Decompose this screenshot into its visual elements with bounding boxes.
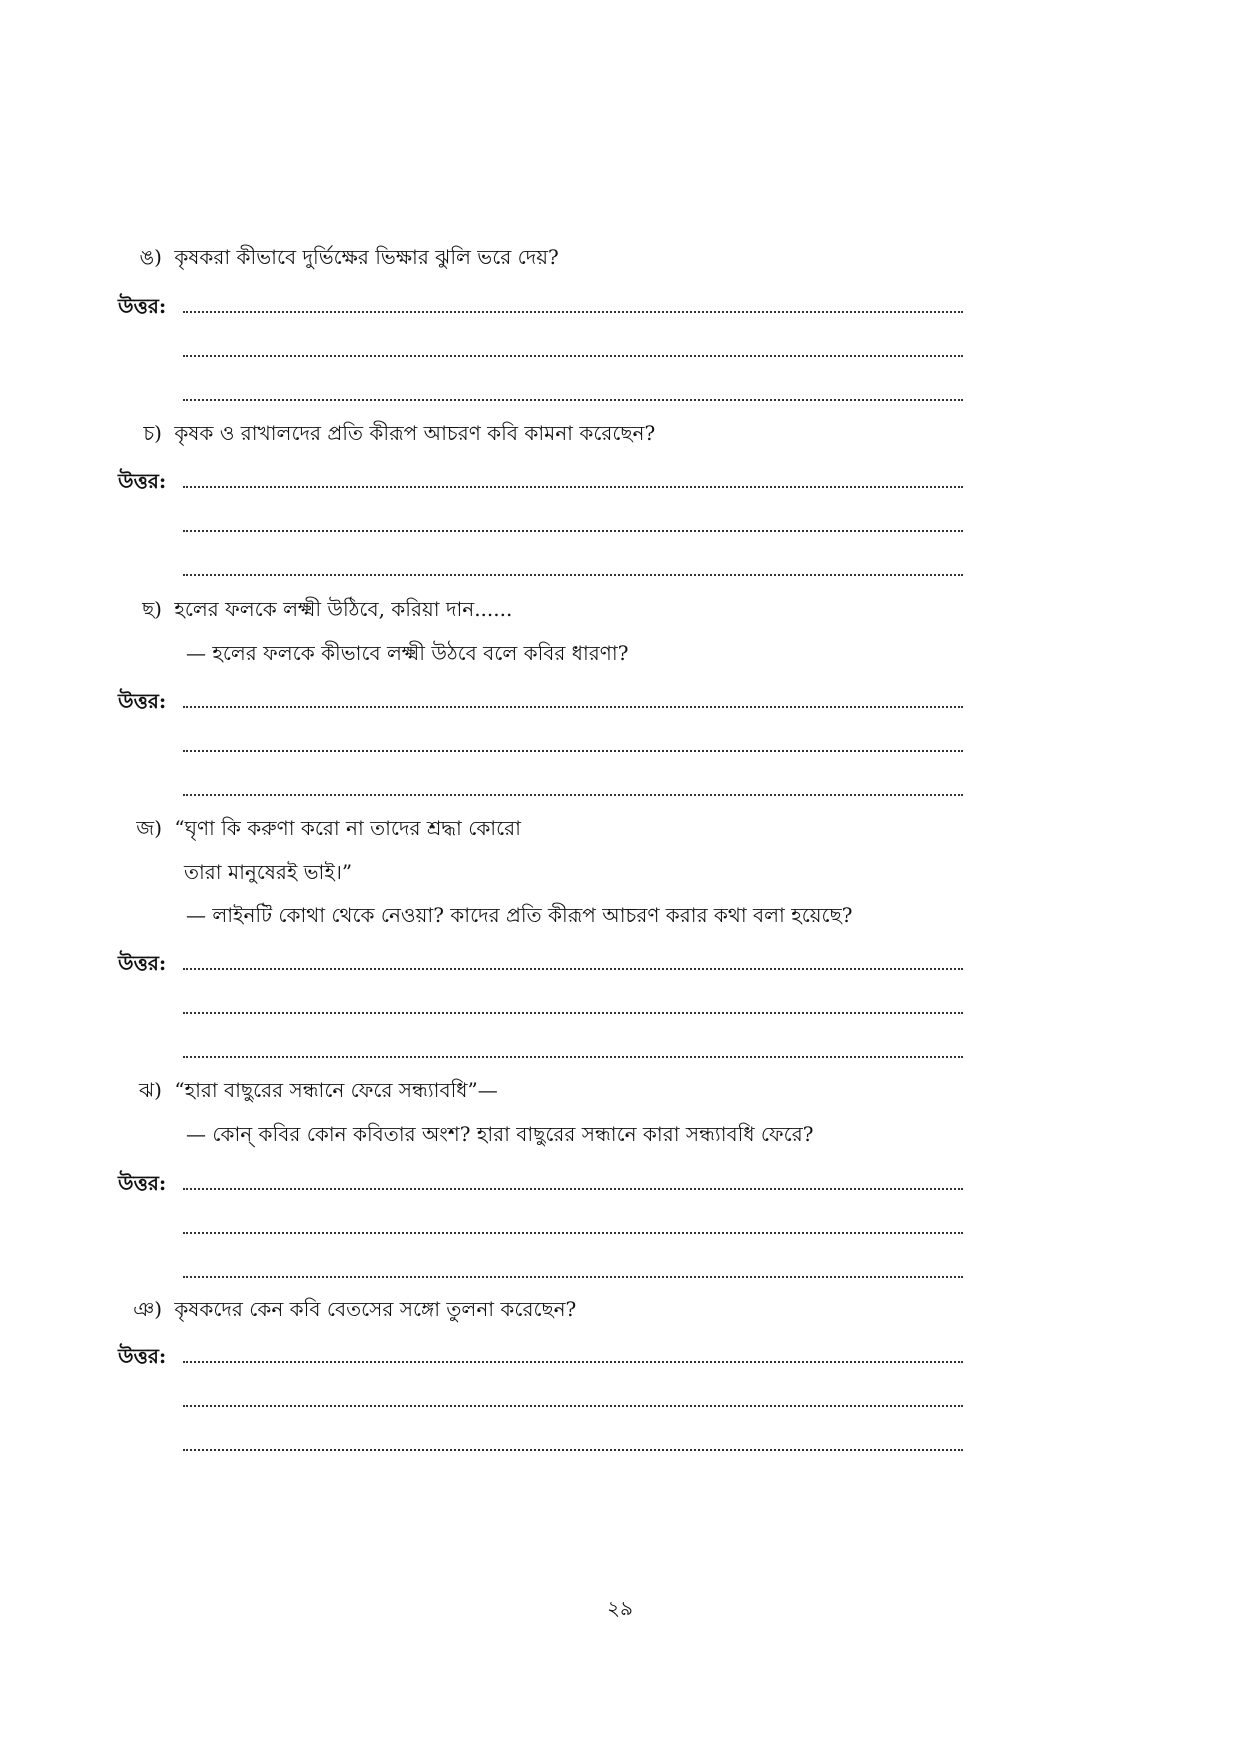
- answer-label: উত্তর:: [118, 294, 167, 318]
- answer-label: উত্তর:: [118, 1171, 167, 1195]
- question-e: [128, 244, 559, 270]
- question-number: জ): [136, 816, 162, 840]
- question-ch: [128, 420, 655, 446]
- answer-line: [183, 968, 963, 970]
- question-text: হলের ফলকে লক্ষ্মী উঠিবে, করিয়া দান......: [174, 597, 513, 621]
- question-text: “হারা বাছুরের সন্ধানে ফেরে সন্ধ্যাবধি”—: [174, 1078, 498, 1102]
- answer-line: [183, 1056, 963, 1058]
- answer-line: [183, 1449, 963, 1451]
- question-number: ছ): [142, 597, 162, 621]
- answer-label: উত্তর:: [118, 469, 167, 493]
- answer-line: [183, 311, 963, 313]
- question-subtext: তারা মানুষেরই ভাই।”: [184, 860, 353, 884]
- question-subtext: — কোন্ কবির কোন কবিতার অংশ? হারা বাছুরের সন্ধানে কারা সন্ধ্যাবধি ফেরে?: [186, 1122, 814, 1146]
- question-chh: [128, 596, 512, 622]
- question-subtext: — হলের ফলকে কীভাবে লক্ষ্মী উঠবে বলে কবির ধারণা?: [186, 641, 629, 665]
- question-text: কৃষকদের কেন কবি বেতসের সঙ্গো তুলনা করেছেন?: [174, 1297, 577, 1321]
- question-text: কৃষক ও রাখালদের প্রতি কীরূপ আচরণ কবি কামনা করেছেন?: [174, 421, 656, 445]
- question-j: [128, 815, 521, 841]
- answer-label: উত্তর:: [118, 1344, 167, 1368]
- answer-line: [183, 574, 963, 576]
- page-number: ২৯: [607, 1596, 633, 1620]
- question-number: ঞ): [133, 1297, 162, 1321]
- question-subtext: — লাইনটি কোথা থেকে নেওয়া? কাদের প্রতি কীরূপ আচরণ করার কথা বলা হয়েছে?: [186, 903, 853, 927]
- answer-line: [183, 1012, 963, 1014]
- question-text: “ঘৃণা কি করুণা করো না তাদের শ্রদ্ধা কোরো: [174, 816, 521, 840]
- answer-line: [183, 750, 963, 752]
- answer-line: [183, 1188, 963, 1190]
- question-number: ঙ): [139, 245, 162, 269]
- answer-line: [183, 399, 963, 401]
- answer-line: [183, 355, 963, 357]
- answer-line: [183, 706, 963, 708]
- question-yn: [128, 1296, 576, 1322]
- answer-line: [183, 530, 963, 532]
- question-number: চ): [143, 421, 162, 445]
- answer-line: [183, 486, 963, 488]
- answer-label: উত্তর:: [118, 689, 167, 713]
- answer-line: [183, 1361, 963, 1363]
- answer-line: [183, 1405, 963, 1407]
- answer-line: [183, 1232, 963, 1234]
- answer-label: উত্তর:: [118, 951, 167, 975]
- question-jh: [128, 1077, 498, 1103]
- answer-line: [183, 1276, 963, 1278]
- question-number: ঝ): [139, 1078, 162, 1102]
- answer-line: [183, 794, 963, 796]
- question-text: কৃষকরা কীভাবে দুর্ভিক্ষের ভিক্ষার ঝুলি ভরে দেয়?: [174, 245, 559, 269]
